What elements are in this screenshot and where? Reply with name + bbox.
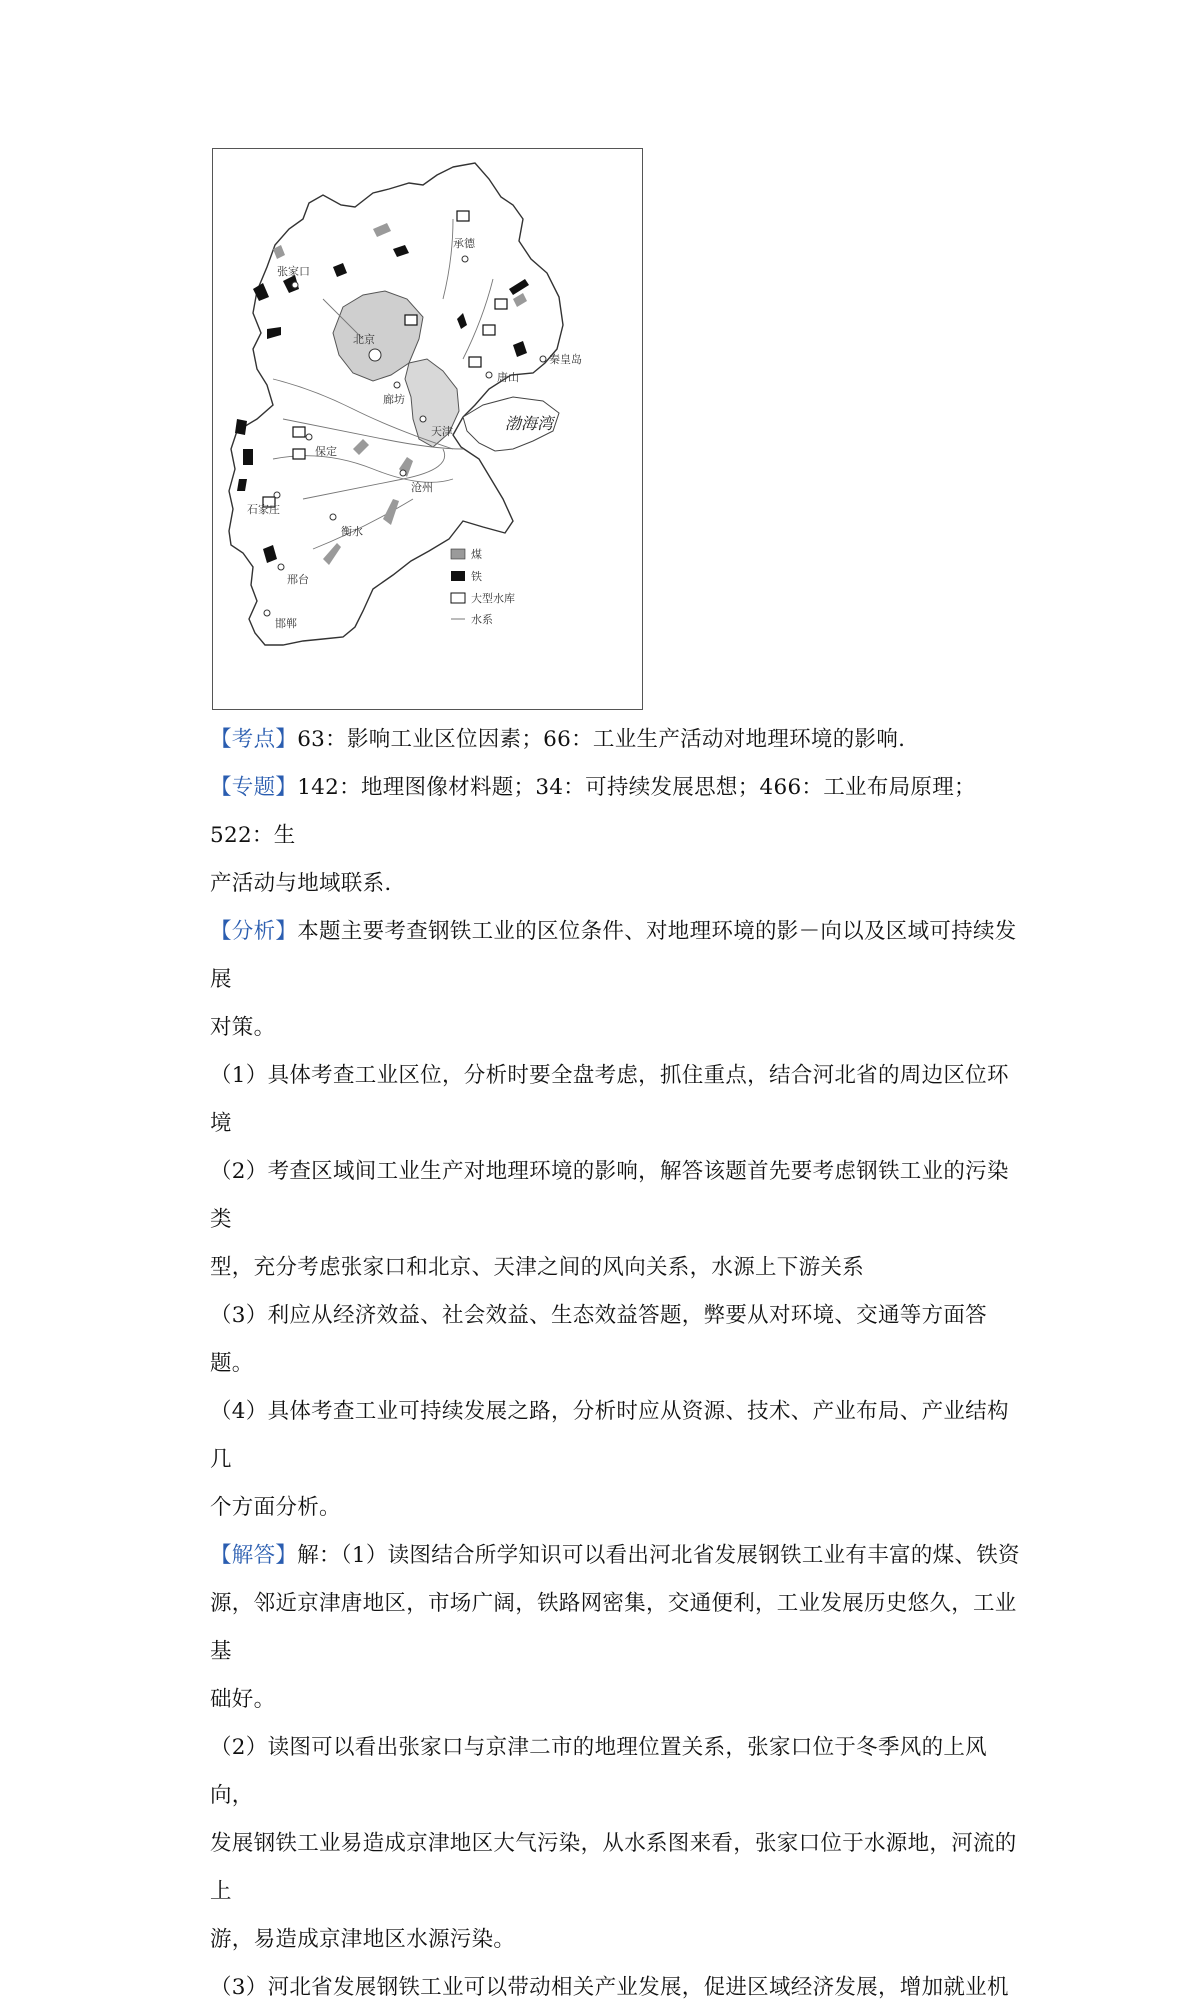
city-label: 张家口 bbox=[277, 265, 310, 278]
answer-body bbox=[210, 716, 1030, 2012]
city-label: 唐山 bbox=[497, 371, 519, 384]
sea-label: 渤海湾 bbox=[505, 414, 554, 433]
city-label: 保定 bbox=[315, 445, 337, 458]
legend bbox=[451, 547, 515, 626]
zhuanti-tag: 【专题】 bbox=[210, 775, 298, 800]
jieda-p2-line-2: 发展钢铁工业易造成京津地区大气污染，从水系图来看，张家口位于水源地，河流的上 bbox=[210, 1831, 1017, 1904]
fenxi-line-2: 对策。 bbox=[210, 1015, 276, 1040]
kaodian-text: 63：影响工业区位因素；66：工业生产活动对地理环境的影响. bbox=[297, 727, 906, 752]
legend-label: 铁 bbox=[471, 570, 482, 583]
city-label: 沧州 bbox=[411, 481, 433, 494]
legend-label: 大型水库 bbox=[471, 592, 515, 605]
fenxi-item-1: （1）具体考查工业区位，分析时要全盘考虑，抓住重点，结合河北省的周边区位环境 bbox=[210, 1063, 1009, 1136]
city-label: 秦皇岛 bbox=[549, 353, 582, 366]
jieda-tag: 【解答】 bbox=[210, 1543, 298, 1568]
fenxi-text: 本题主要考查钢铁工业的区位条件、对地理环境的影－向以及区域可持续发展 bbox=[210, 919, 1017, 992]
zhuanti-line bbox=[210, 764, 1030, 860]
zhuanti-text: 142：地理图像材料题；34：可持续发展思想；466：工业布局原理；522：生 bbox=[210, 775, 976, 848]
fenxi-item-3: （3）利应从经济效益、社会效益、生态效益答题，弊要从对环境、交通等方面答题。 bbox=[210, 1303, 987, 1376]
fenxi-tag: 【分析】 bbox=[210, 919, 298, 944]
jieda-line-3: 础好。 bbox=[210, 1687, 276, 1712]
fenxi-item-2-cont: 型，充分考虑张家口和北京、天津之间的风向关系，水源上下游关系 bbox=[210, 1255, 865, 1280]
fenxi-item-4-cont: 个方面分析。 bbox=[210, 1495, 341, 1520]
fenxi-line bbox=[210, 908, 1030, 1004]
city-label: 邢台 bbox=[287, 573, 309, 586]
city-label: 衡水 bbox=[341, 525, 363, 538]
map-drawing bbox=[213, 149, 644, 711]
jieda-line bbox=[210, 1532, 1030, 1580]
city-label: 北京 bbox=[353, 333, 375, 346]
legend-label: 煤 bbox=[471, 548, 482, 561]
zhuanti-line-2: 产活动与地域联系. bbox=[210, 871, 392, 896]
city-label: 石家庄 bbox=[247, 503, 280, 516]
city-label: 邯郸 bbox=[275, 617, 297, 630]
city-label: 承德 bbox=[453, 237, 475, 250]
kaodian-tag: 【考点】 bbox=[210, 727, 298, 752]
jieda-p2-line-1: （2）读图可以看出张家口与京津二市的地理位置关系，张家口位于冬季风的上风向， bbox=[210, 1735, 987, 1808]
city-label: 天津 bbox=[431, 425, 453, 438]
legend-label: 水系 bbox=[471, 613, 493, 626]
kaodian-line bbox=[210, 716, 1030, 764]
jieda-text: 解：（1）读图结合所学知识可以看出河北省发展钢铁工业有丰富的煤、铁资 bbox=[297, 1543, 1020, 1568]
hebei-resource-map bbox=[212, 148, 643, 710]
jieda-p2-line-3: 游，易造成京津地区水源污染。 bbox=[210, 1927, 516, 1952]
jieda-p3-line-1: （3）河北省发展钢铁工业可以带动相关产业发展，促进区域经济发展，增加就业机 bbox=[210, 1975, 1009, 2000]
city-label: 廊坊 bbox=[383, 393, 405, 406]
fenxi-item-2: （2）考查区域间工业生产对地理环境的影响，解答该题首先要考虑钢铁工业的污染类 bbox=[210, 1159, 1009, 1232]
fenxi-item-4: （4）具体考查工业可持续发展之路，分析时应从资源、技术、产业布局、产业结构几 bbox=[210, 1399, 1009, 1472]
jieda-line-2: 源，邻近京津唐地区，市场广阔，铁路网密集，交通便利，工业发展历史悠久，工业基 bbox=[210, 1591, 1017, 1664]
